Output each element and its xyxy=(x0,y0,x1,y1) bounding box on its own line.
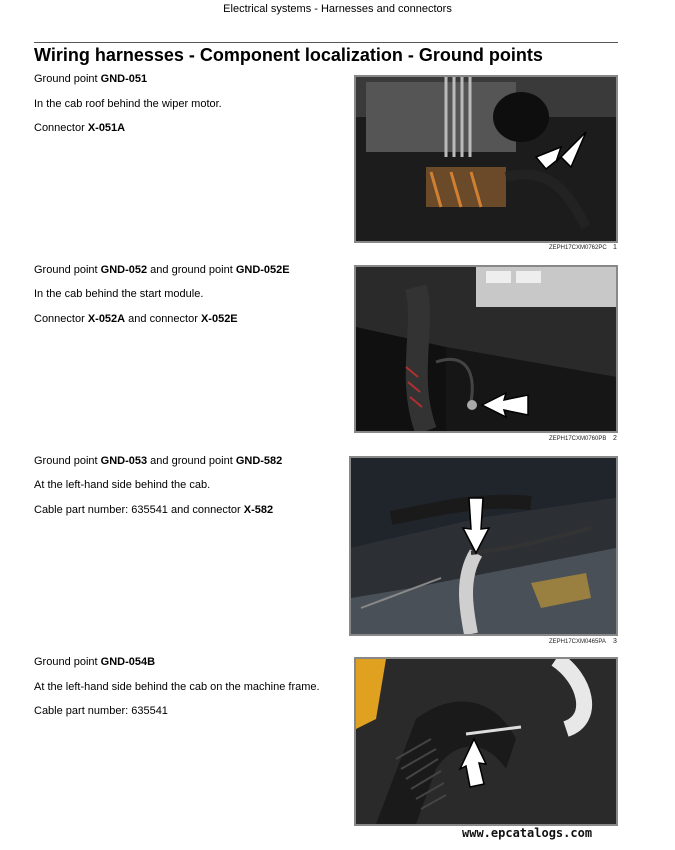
connector-line: Cable part number: 635541 and connector X-582 xyxy=(34,504,274,516)
connector-line: Connector X-051A xyxy=(34,122,126,134)
figure-number: 2 xyxy=(613,435,617,442)
page-title: Wiring harnesses - Component localization - Ground points xyxy=(34,45,543,65)
location-line: In the cab behind the start module. xyxy=(34,288,204,300)
figure-number: 1 xyxy=(613,244,617,251)
photo-machine-frame xyxy=(354,657,618,826)
ground-point-line: Ground point GND-052 and ground point GND-052E xyxy=(34,264,290,276)
photo-caption: ZEPH17CXM0760PB xyxy=(549,436,607,442)
location-line: In the cab roof behind the wiper motor. xyxy=(34,98,222,110)
location-line: At the left-hand side behind the cab. xyxy=(34,479,211,491)
connector-line: Cable part number: 635541 xyxy=(34,705,168,717)
watermark: www.epcatalogs.com xyxy=(462,826,593,840)
ground-point-line: Ground point GND-051 xyxy=(34,73,148,85)
location-line: At the left-hand side behind the cab on the machine frame. xyxy=(34,681,320,693)
page-header: Electrical systems - Harnesses and connectors xyxy=(223,3,452,15)
connector-line: Connector X-052A and connector X-052E xyxy=(34,313,238,325)
figure-number: 3 xyxy=(613,638,617,645)
header-rule xyxy=(34,42,618,43)
photo-left-side-cab xyxy=(349,456,618,636)
ground-point-line: Ground point GND-053 and ground point GND-582 xyxy=(34,455,283,467)
photo-start-module xyxy=(354,265,618,433)
ground-point-line: Ground point GND-054B xyxy=(34,656,156,668)
photo-cab-roof xyxy=(354,75,618,243)
photo-caption: ZEPH17CXM0762PC xyxy=(549,245,607,251)
photo-caption: ZEPH17CXM0465PA xyxy=(549,639,606,645)
